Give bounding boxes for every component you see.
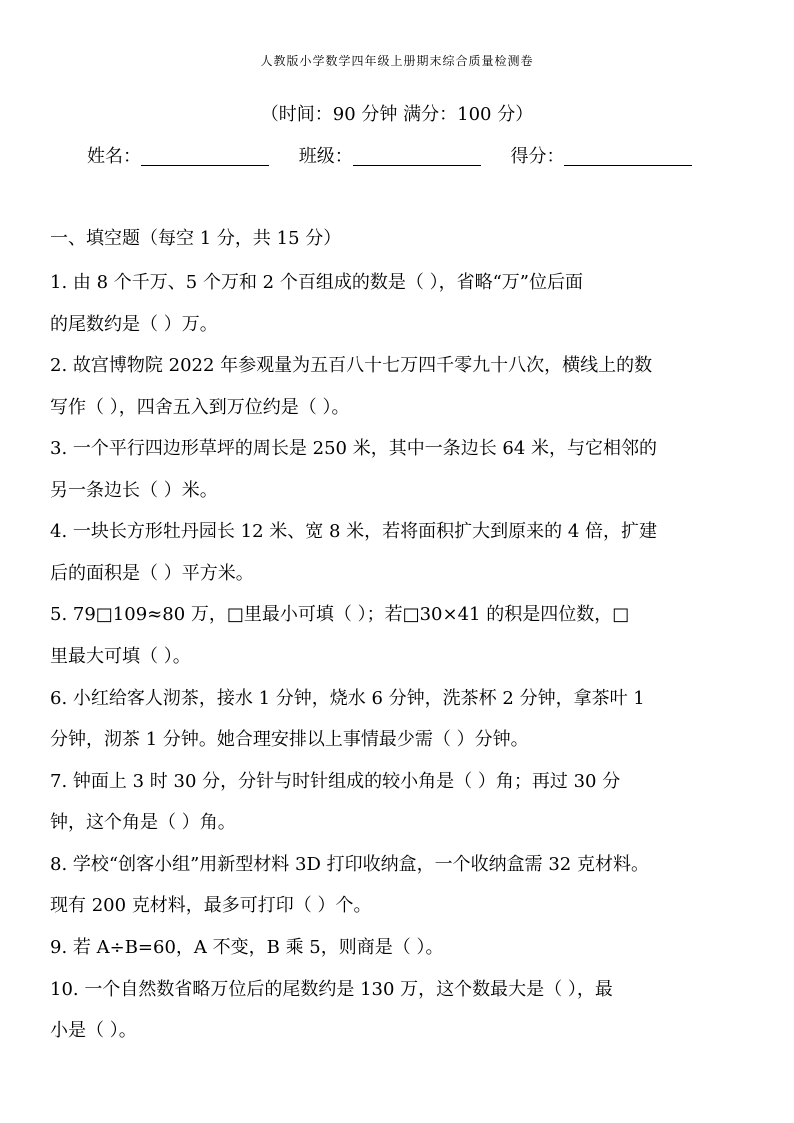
question-line: 另一条边长（ ）米。 <box>50 480 218 501</box>
score-blank[interactable] <box>564 145 692 166</box>
question-line: 7. 钟面上 3 时 30 分，分针与时针组成的较小角是（ ）角；再过 30 分 <box>50 771 621 792</box>
question-line: 钟，这个角是（ ）角。 <box>50 812 236 833</box>
name-label: 姓名： <box>87 146 141 167</box>
question-line: 小是（ ）。 <box>50 1020 137 1041</box>
score-label: 得分： <box>510 146 565 167</box>
student-info-row <box>87 142 716 168</box>
exam-subtitle: （时间：90 分钟 满分：100 分） <box>260 104 534 125</box>
question-line: 现有 200 克材料，最多可打印（ ）个。 <box>50 895 372 916</box>
question-line: 分钟，沏茶 1 分钟。她合理安排以上事情最少需（ ）分钟。 <box>50 729 529 750</box>
question-line: 6. 小红给客人沏茶，接水 1 分钟，烧水 6 分钟，洗茶杯 2 分钟，拿茶叶 1 <box>50 688 645 709</box>
class-blank[interactable] <box>353 145 481 166</box>
class-label: 班级： <box>298 146 353 167</box>
question-line: 9. 若 A÷B=60，A 不变，B 乘 5，则商是（ ）。 <box>50 937 444 958</box>
page-title: 人教版小学数学四年级上册期末综合质量检测卷 <box>260 54 534 68</box>
name-blank[interactable] <box>141 145 269 166</box>
question-line: 1. 由 8 个千万、5 个万和 2 个百组成的数是（ ），省略“万”位后面 <box>50 272 583 293</box>
question-line: 3. 一个平行四边形草坪的周长是 250 米，其中一条边长 64 米，与它相邻的 <box>50 438 658 459</box>
question-line: 的尾数约是（ ）万。 <box>50 314 218 335</box>
section-heading-fill-in: 一、填空题（每空 1 分，共 15 分） <box>50 228 342 249</box>
question-line: 10. 一个自然数省略万位后的尾数约是 130 万，这个数最大是（ ），最 <box>50 979 613 1000</box>
question-line: 2. 故宫博物院 2022 年参观量为五百八十七万四千零九十八次，横线上的数 <box>50 355 653 376</box>
question-line: 后的面积是（ ）平方米。 <box>50 563 254 584</box>
question-line: 8. 学校“创客小组”用新型材料 3D 打印收纳盒，一个收纳盒需 32 克材料。 <box>50 854 649 875</box>
question-line: 4. 一块长方形牡丹园长 12 米、宽 8 米，若将面积扩大到原来的 4 倍，扩建 <box>50 521 658 542</box>
question-line: 5. 79□109≈80 万，□里最小可填（ ）；若□30×41 的积是四位数，□ <box>50 604 630 625</box>
question-line: 写作（ ），四舍五入到万位约是（ ）。 <box>50 397 350 418</box>
question-line: 里最大可填（ ）。 <box>50 646 191 667</box>
